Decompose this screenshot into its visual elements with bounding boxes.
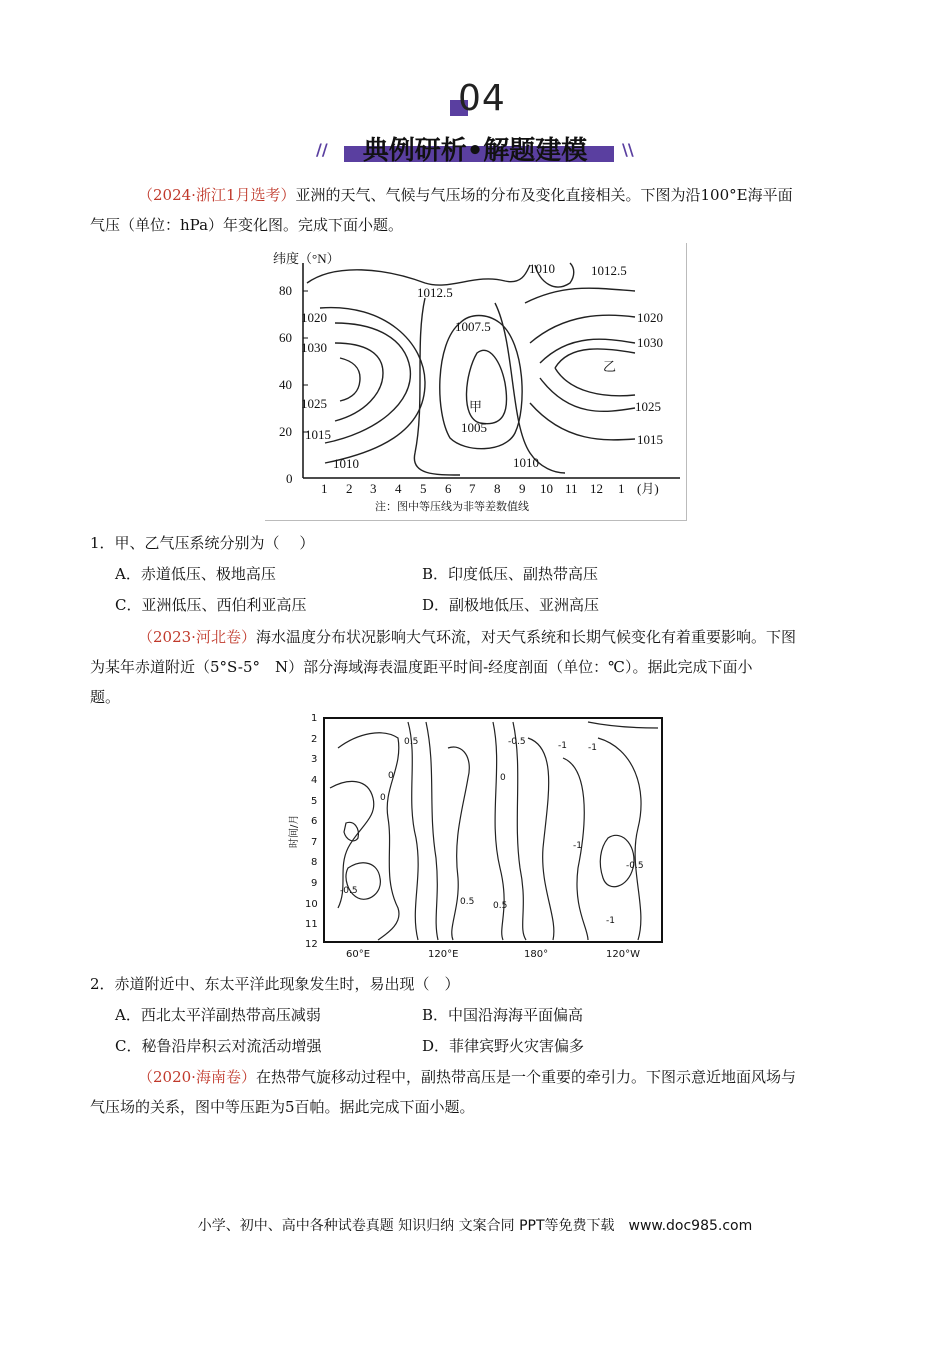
contour-label: -0.5 — [508, 737, 526, 747]
contour-label: 1020 — [637, 310, 663, 325]
y-tick: 10 — [305, 899, 318, 910]
y-tick: 5 — [311, 796, 318, 807]
y-tick: 11 — [305, 919, 318, 930]
x-tick: 7 — [469, 481, 476, 496]
q2-source: （2023·河北卷） — [138, 628, 256, 646]
contour-label: 1007.5 — [455, 319, 491, 334]
q1-stem: 1．甲、乙气压系统分别为（ ） — [90, 534, 315, 552]
section-title — [336, 130, 614, 164]
q2-intro-line3: 题。 — [90, 688, 121, 706]
section-number — [450, 78, 510, 122]
contour-label: 0.5 — [404, 737, 419, 747]
contour-label: -1 — [606, 916, 615, 926]
contour-label: -0.5 — [340, 886, 358, 896]
q2-option-a: A．西北太平洋副热带高压减弱 — [115, 1006, 321, 1024]
label-yi: 乙 — [603, 359, 617, 374]
contour-label: 1010 — [529, 261, 555, 276]
contour-label: 1025 — [301, 396, 327, 411]
q2-option-b: B．中国沿海海平面偏高 — [422, 1006, 584, 1024]
x-tick: 1 — [321, 481, 328, 496]
y-tick: 6 — [311, 816, 318, 827]
contour-label: 0.5 — [460, 897, 475, 907]
q2-option-d: D．菲律宾野火灾害偏多 — [422, 1037, 585, 1055]
y-tick: 0 — [286, 471, 293, 486]
contour-label: -0.5 — [626, 861, 644, 871]
page-footer: 小学、初中、高中各种试卷真题 知识归纳 文案合同 PPT等免费下载 www.doc985.com — [197, 1218, 753, 1234]
y-tick: 9 — [311, 878, 318, 889]
x-tick: 120°E — [428, 949, 459, 960]
contour-label: 1010 — [333, 456, 359, 471]
pressure-chart — [265, 243, 686, 520]
contour-label: 1012.5 — [417, 285, 453, 300]
x-tick: 8 — [494, 481, 501, 496]
x-tick: 4 — [395, 481, 402, 496]
contour-label: 1020 — [301, 310, 327, 325]
contour-label: 1005 — [461, 420, 487, 435]
contour-label: -1 — [558, 741, 567, 751]
contour-label: 1015 — [637, 432, 663, 447]
y-tick: 7 — [311, 837, 318, 848]
y-tick: 3 — [311, 754, 318, 765]
q1-option-b: B．印度低压、副热带高压 — [422, 565, 599, 583]
x-tick: 6 — [445, 481, 452, 496]
contour-label: 1030 — [637, 335, 663, 350]
q1-intro-line1: 亚洲的天气、气候与气压场的分布及变化直接相关。下图为沿100°E海平面 — [295, 186, 793, 204]
x-tick: 1 — [618, 481, 625, 496]
q2-option-c: C．秘鲁沿岸积云对流活动增强 — [115, 1037, 322, 1055]
contour-label: 0.5 — [493, 901, 508, 911]
y-tick: 40 — [279, 377, 292, 392]
q3-intro — [90, 1062, 865, 1122]
sst-chart — [288, 708, 666, 960]
q1-source: （2024·浙江1月选考） — [138, 186, 296, 204]
contour-label: 1030 — [301, 340, 327, 355]
q3-intro-line1: 在热带气旋移动过程中，副热带高压是一个重要的牵引力。下图示意近地面风场与 — [255, 1068, 796, 1086]
contour-label: 0 — [500, 773, 506, 783]
y-tick: 8 — [311, 857, 318, 868]
y-tick: 60 — [279, 330, 292, 345]
x-tick: 120°W — [606, 949, 640, 960]
contour-label: -1 — [588, 743, 597, 753]
x-tick: 12 — [590, 481, 603, 496]
figure2-ylabel: 时间/月 — [289, 814, 300, 848]
section-title-text: 典例研析•解题建模 — [362, 136, 588, 166]
sst-figure — [288, 708, 666, 960]
contour-label: 1015 — [305, 427, 331, 442]
q3-intro-line2: 气压场的关系，图中等压距为5百帕。据此完成下面小题。 — [90, 1098, 475, 1116]
contour-label: 0 — [388, 771, 394, 781]
x-tick: 60°E — [346, 949, 371, 960]
y-tick: 1 — [311, 713, 318, 724]
figure1-ylabel: 纬度（°N） — [273, 251, 340, 266]
x-tick: 10 — [540, 481, 553, 496]
y-tick: 2 — [311, 734, 318, 745]
q1-option-c: C．亚洲低压、西伯利亚高压 — [115, 596, 307, 614]
y-tick: 20 — [279, 424, 292, 439]
label-jia: 甲 — [469, 399, 483, 414]
x-tick: 11 — [565, 481, 578, 496]
pressure-figure — [265, 243, 687, 521]
q1-option-d: D．副极地低压、亚洲高压 — [422, 596, 600, 614]
title-deco-right: \\ — [622, 140, 634, 159]
x-tick: 5 — [420, 481, 427, 496]
q3-source: （2020·海南卷） — [138, 1068, 256, 1086]
contour-label: -1 — [573, 841, 582, 851]
title-deco-left: // — [316, 140, 328, 159]
contour-label: 1025 — [635, 399, 661, 414]
q2-intro-line1: 海水温度分布状况影响大气环流，对天气系统和长期气候变化有着重要影响。下图 — [255, 628, 796, 646]
contour-label: 1010 — [513, 455, 539, 470]
q1-intro-line2: 气压（单位：hPa）年变化图。完成下面小题。 — [90, 216, 404, 234]
contour-label: 1012.5 — [591, 263, 627, 278]
q2-stem: 2．赤道附近中、东太平洋此现象发生时，易出现（ ） — [90, 975, 460, 993]
y-tick: 4 — [311, 775, 318, 786]
figure1-note: 注：图中等压线为非等差数值线 — [375, 500, 529, 513]
x-tick: (月) — [637, 481, 659, 496]
q2-intro — [90, 622, 865, 712]
section-number-text: 04 — [458, 78, 506, 119]
contour-lines — [307, 263, 635, 475]
q1-intro — [90, 180, 865, 240]
y-tick: 80 — [279, 283, 292, 298]
x-tick: 2 — [346, 481, 353, 496]
q2-intro-line2: 为某年赤道附近（5°S-5° N）部分海域海表温度距平时间-经度剖面（单位：℃）。据此完成下面小 — [90, 658, 753, 676]
x-tick: 3 — [370, 481, 377, 496]
contour-label: 0 — [380, 793, 386, 803]
x-tick: 180° — [524, 949, 549, 960]
x-tick: 9 — [519, 481, 526, 496]
y-tick: 12 — [305, 939, 318, 950]
q1-option-a: A．赤道低压、极地高压 — [115, 565, 276, 583]
